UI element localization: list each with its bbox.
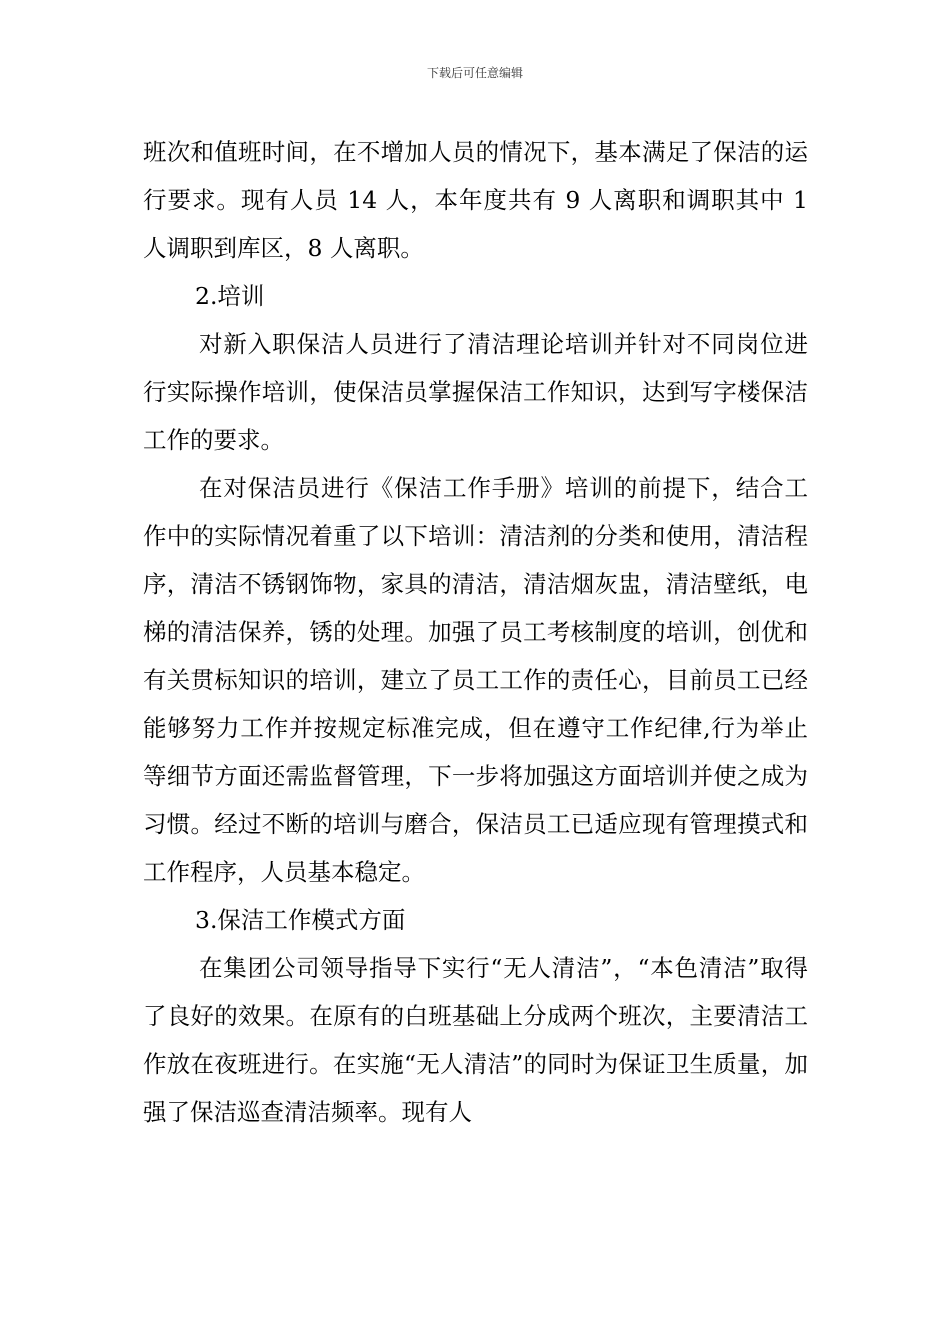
section-heading-training: 2.培训 (195, 282, 265, 310)
paragraph-staffing-continued: 班次和值班时间，在不增加人员的情况下，基本满足了保洁的运行要求。现有人员 14 人，本年度共有 9 人离职和调职其中 1 人调职到库区，8 人离职。 (143, 138, 808, 262)
document-body (143, 128, 808, 1136)
paragraph-unmanned-cleaning: 在集团公司领导指导下实行“无人清洁”，“本色清洁”取得了良好的效果。在原有的白班基础上分成两个班次，主要清洁工作放在夜班进行。在实施“无人清洁”的同时为保证卫生质量，加强了保洁巡查清洁频率。现有人 (143, 954, 808, 1126)
paragraph-handbook-training: 在对保洁员进行《保洁工作手册》培训的前提下，结合工作中的实际情况着重了以下培训：清洁剂的分类和使用，清洁程序，清洁不锈钢饰物，家具的清洁，清洁烟灰盅，清洁壁纸，电梯的清洁保养，锈的处理。加强了员工考核制度的培训，创优和有关贯标知识的培训，建立了员工工作的责任心，目前员工已经能够努力工作并按规定标准完成，但在遵守工作纪律,行为举止等细节方面还需监督管理，下一步将加强这方面培训并使之成为习惯。经过不断的培训与磨合，保洁员工已适应现有管理摸式和工作程序，人员基本稳定。 (143, 474, 808, 886)
page-header: 下载后可任意编辑 (426, 66, 523, 80)
section-heading-work-mode: 3.保洁工作模式方面 (195, 906, 406, 934)
paragraph-new-staff-training: 对新入职保洁人员进行了清洁理论培训并针对不同岗位进行实际操作培训，使保洁员掌握保洁工作知识，达到写字楼保洁工作的要求。 (143, 330, 808, 454)
